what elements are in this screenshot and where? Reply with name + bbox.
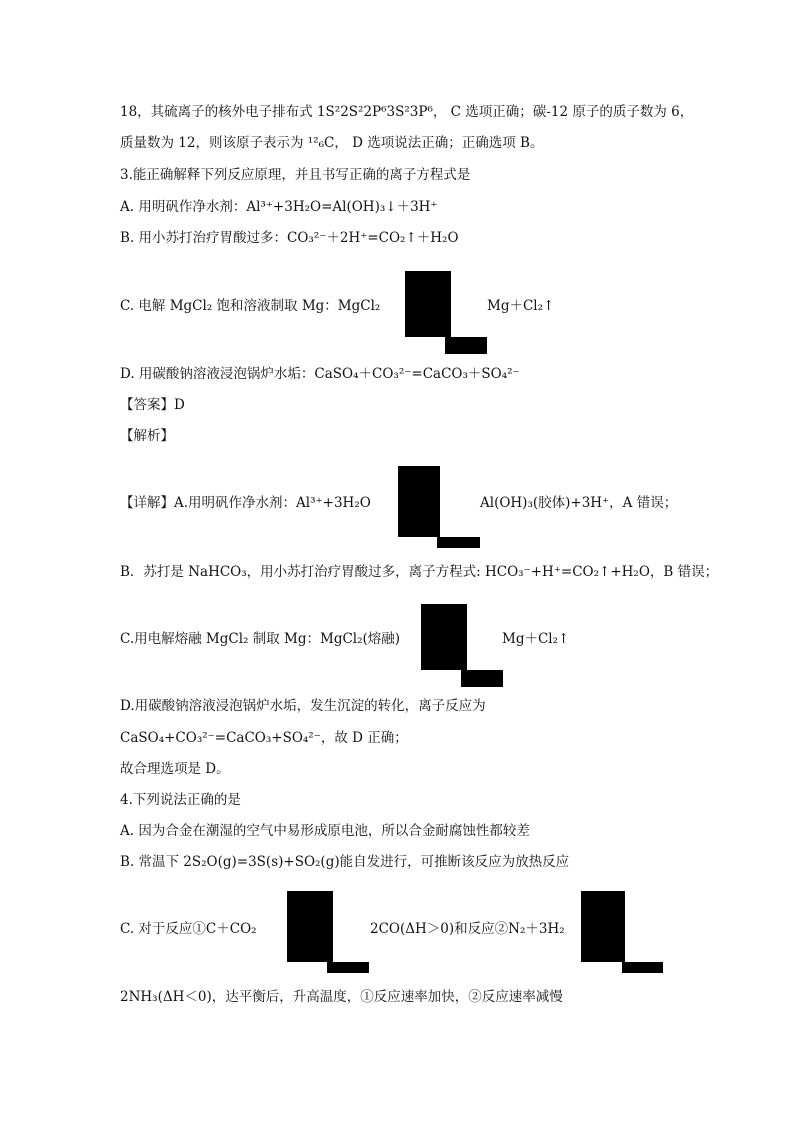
detail-b: B．苏打是 NaHCO₃，用小苏打治疗胃酸过多，离子方程式: HCO₃⁻+H⁺=CO₂↑+H₂O，B 错误； bbox=[120, 564, 719, 580]
question-3: 3.能正确解释下列反应原理，并且书写正确的离子方程式是 bbox=[120, 167, 471, 183]
option-b: B. 常温下 2S₂O(g)=3S(s)+SO₂(g)能自发进行，可推断该反应为放热反应 bbox=[120, 854, 570, 870]
redacted-image bbox=[461, 670, 503, 687]
redacted-image bbox=[398, 466, 440, 537]
option-a: A. 因为合金在潮湿的空气中易形成原电池，所以合金耐腐蚀性都较差 bbox=[120, 823, 530, 839]
detail-a-product: Al(OH)₃(胶体)+3H⁺，A 错误； bbox=[480, 495, 678, 511]
analysis-label: 【解析】 bbox=[120, 428, 174, 444]
detail-d-equation: CaSO₄+CO₃²⁻=CaCO₃+SO₄²⁻，故 D 正确； bbox=[120, 730, 408, 746]
redacted-image bbox=[445, 337, 487, 354]
redacted-image bbox=[622, 962, 663, 973]
option-a: A. 用明矾作净水剂：Al³⁺+3H₂O=Al(OH)₃↓＋3H⁺ bbox=[120, 199, 438, 215]
option-c: C. 对于反应①C＋CO₂ bbox=[120, 921, 257, 937]
redacted-image bbox=[437, 537, 480, 548]
redacted-image bbox=[327, 962, 369, 973]
option-c-middle: 2CO(ΔH＞0)和反应②N₂＋3H₂ bbox=[370, 921, 565, 937]
detail-c-product: Mg＋Cl₂↑ bbox=[502, 631, 570, 647]
detail-d: D.用碳酸钠溶液浸泡锅炉水垢，发生沉淀的转化，离子反应为 bbox=[120, 698, 486, 714]
redacted-image bbox=[581, 891, 625, 962]
answer-label: 【答案】D bbox=[120, 397, 185, 413]
detail-c: C.用电解熔融 MgCl₂ 制取 Mg：MgCl₂(熔融) bbox=[120, 631, 401, 647]
redacted-image bbox=[405, 271, 451, 337]
text-line: 质量数为 12，则该原子表示为 ¹²₆C， D 选项说法正确；正确选项 B。 bbox=[120, 135, 544, 151]
option-c: C. 电解 MgCl₂ 饱和溶液制取 Mg：MgCl₂ bbox=[120, 298, 381, 314]
option-c-continued: 2NH₃(ΔH＜0)，达平衡后，升高温度，①反应速率加快，②反应速率减慢 bbox=[120, 989, 563, 1005]
detail-a: 【详解】A.用明矾作净水剂：Al³⁺+3H₂O bbox=[120, 495, 371, 511]
option-c-product: Mg＋Cl₂↑ bbox=[487, 298, 555, 314]
redacted-image bbox=[421, 604, 467, 670]
question-4: 4.下列说法正确的是 bbox=[120, 792, 241, 808]
redacted-image bbox=[287, 891, 333, 962]
option-d: D. 用碳酸钠溶液浸泡锅炉水垢：CaSO₄＋CO₃²⁻=CaCO₃＋SO₄²⁻ bbox=[120, 366, 520, 382]
conclusion: 故合理选项是 D。 bbox=[120, 761, 230, 777]
option-b: B. 用小苏打治疗胃酸过多：CO₃²⁻＋2H⁺=CO₂↑＋H₂O bbox=[120, 230, 459, 246]
text-line: 18，其硫离子的核外电子排布式 1S²2S²2P⁶3S²3P⁶， C 选项正确；碳-12 原子的质子数为 6， bbox=[120, 104, 694, 120]
